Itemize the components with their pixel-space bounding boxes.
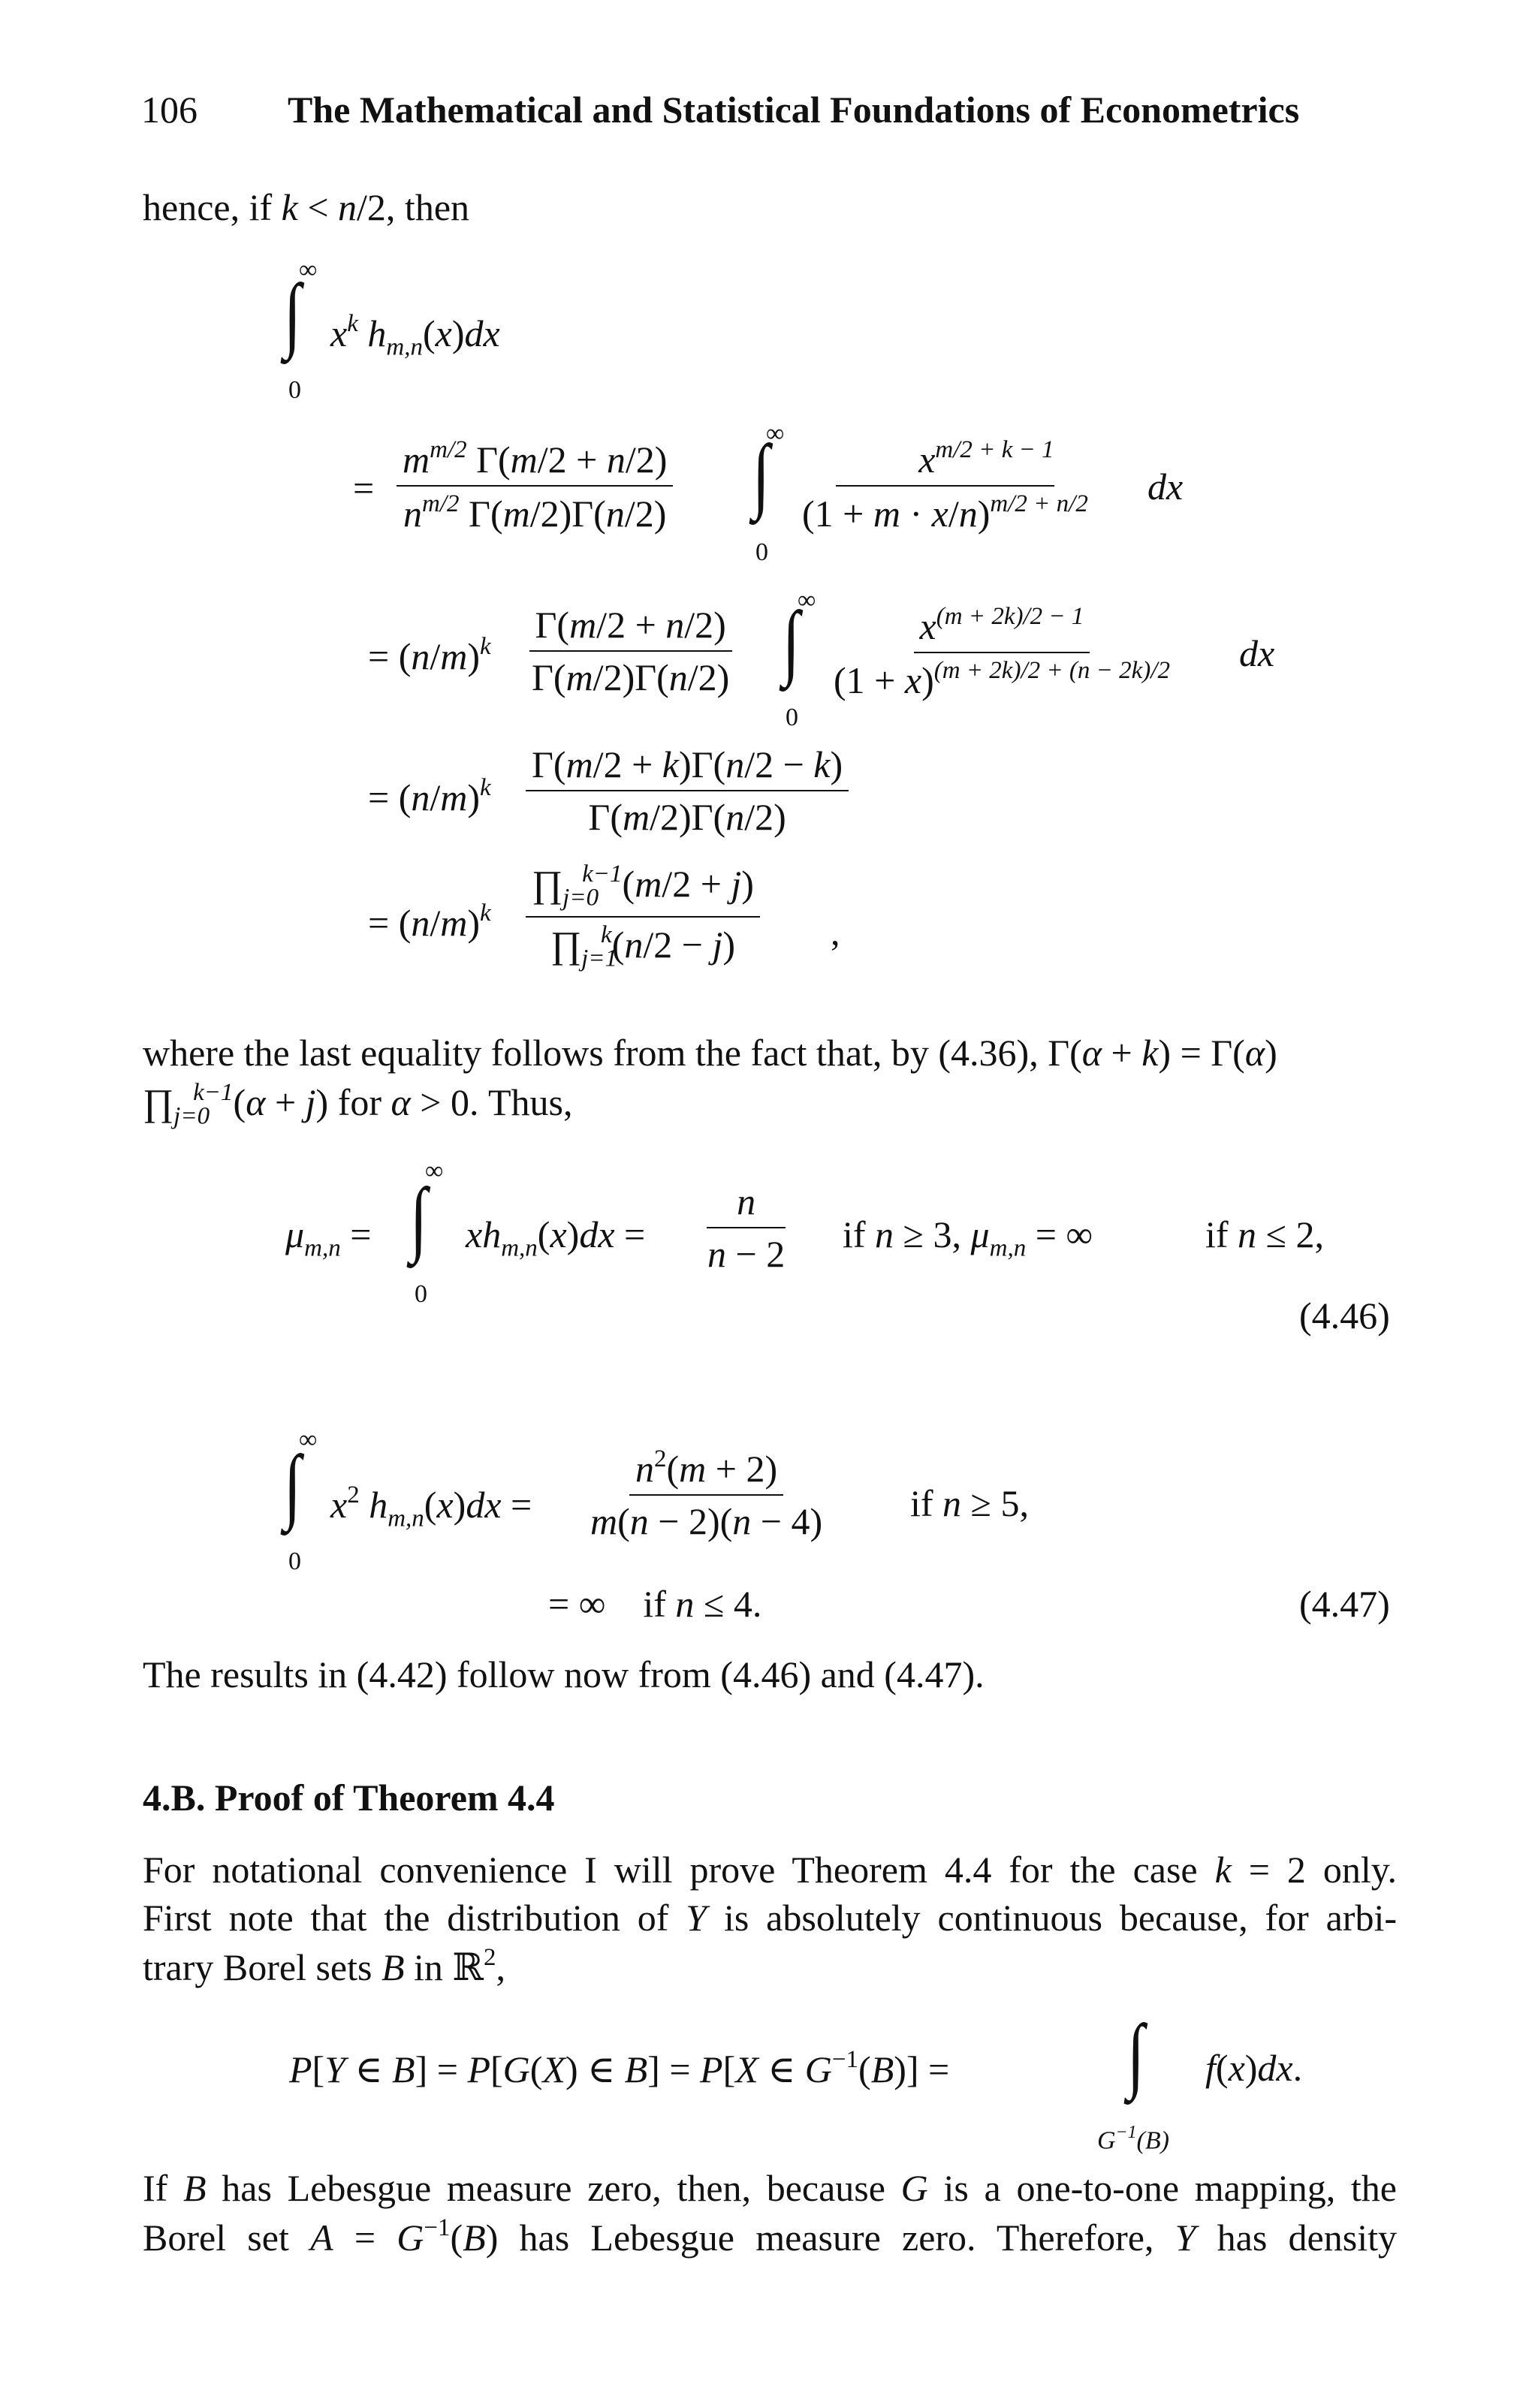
- proof-line-4: If B has Lebesgue measure zero, then, because G is a one-to-one mapping, the: [143, 2167, 1397, 2209]
- proof-line-3: trary Borel sets B in ℝ$^2$,: [143, 1944, 505, 1988]
- section-heading: 4.B. Proof of Theorem 4.4: [143, 1777, 555, 1819]
- where-line-1: where the last equality follows from the fact that, by (4.36), Γ(α + k) = Γ(α): [143, 1032, 1277, 1074]
- proof-line-2: First note that the distribution of Y is absolutely continuous because, for arbi-: [143, 1897, 1397, 1939]
- where-line-2: $\prod_{j=0}^{k-1}(\alpha + j)$ for α > 0. Thus,: [143, 1079, 573, 1130]
- running-title: The Mathematical and Statistical Foundations of Econometrics: [288, 89, 1300, 131]
- equation-number-4-46: (4.46): [1299, 1294, 1390, 1337]
- proof-line-5: Borel set $A = G^{-1}(B)$ has Lebesgue measure zero. Therefore, Y has density: [143, 2214, 1397, 2259]
- results-sentence: The results in (4.42) follow now from (4.46) and (4.47).: [143, 1653, 985, 1695]
- infinity-line: = ∞ if n ≤ 4.: [548, 1583, 762, 1625]
- proof-line-1: For notational convenience I will prove Theorem 4.4 for the case k = 2 only.: [143, 1849, 1398, 1891]
- equation-number-4-47: (4.47): [1299, 1583, 1390, 1625]
- page-number: 106: [141, 89, 198, 131]
- hence-line: hence, if k < n/2, then: [143, 186, 470, 228]
